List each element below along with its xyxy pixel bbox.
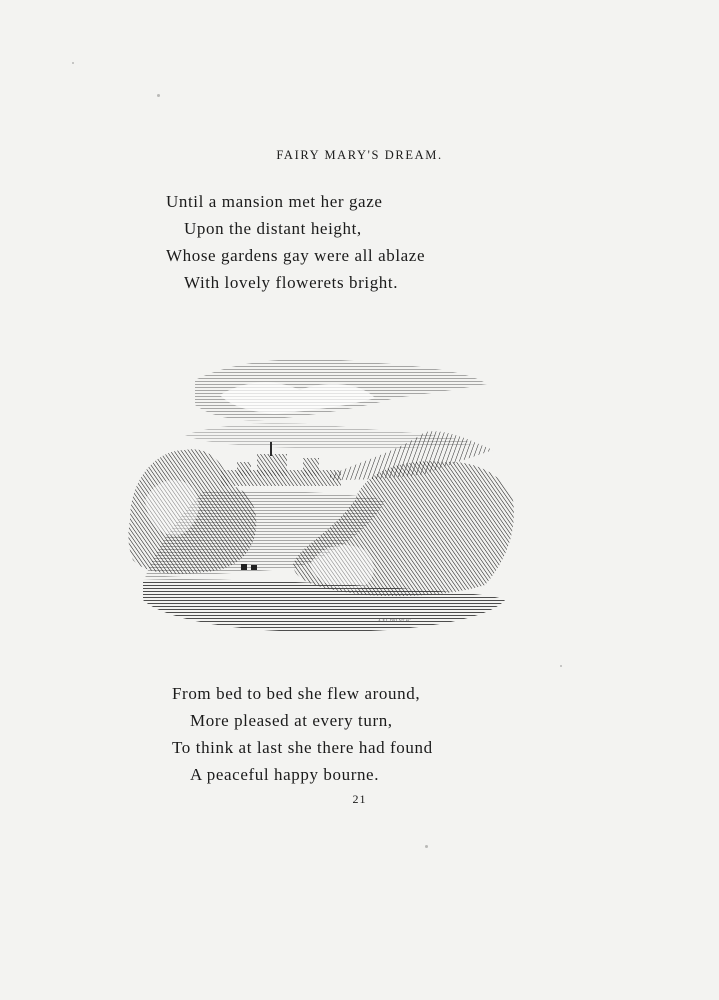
verse-line: More pleased at every turn, — [190, 711, 393, 730]
paper-speck — [425, 845, 428, 848]
landscape-engraving — [125, 350, 520, 635]
paper-speck — [157, 94, 160, 97]
mansion — [221, 442, 341, 486]
verse-line: With lovely flowerets bright. — [184, 273, 399, 292]
page-number: 21 — [352, 792, 367, 806]
verse-line: A peaceful happy bourne. — [190, 765, 380, 784]
verse-line: Until a mansion met her gaze — [166, 192, 383, 211]
verse-line: Whose gardens gay were all ablaze — [166, 246, 426, 265]
engraver-signature: A.F.L.DELNT.SC. — [378, 618, 413, 623]
running-head: FAIRY MARY'S DREAM. — [276, 148, 443, 162]
paper-speck — [72, 62, 74, 64]
paper-speck — [560, 665, 562, 667]
verse-line: To think at last she there had found — [172, 738, 433, 757]
verse-line: From bed to bed she flew around, — [172, 684, 421, 703]
verse-line: Upon the distant height, — [184, 219, 362, 238]
